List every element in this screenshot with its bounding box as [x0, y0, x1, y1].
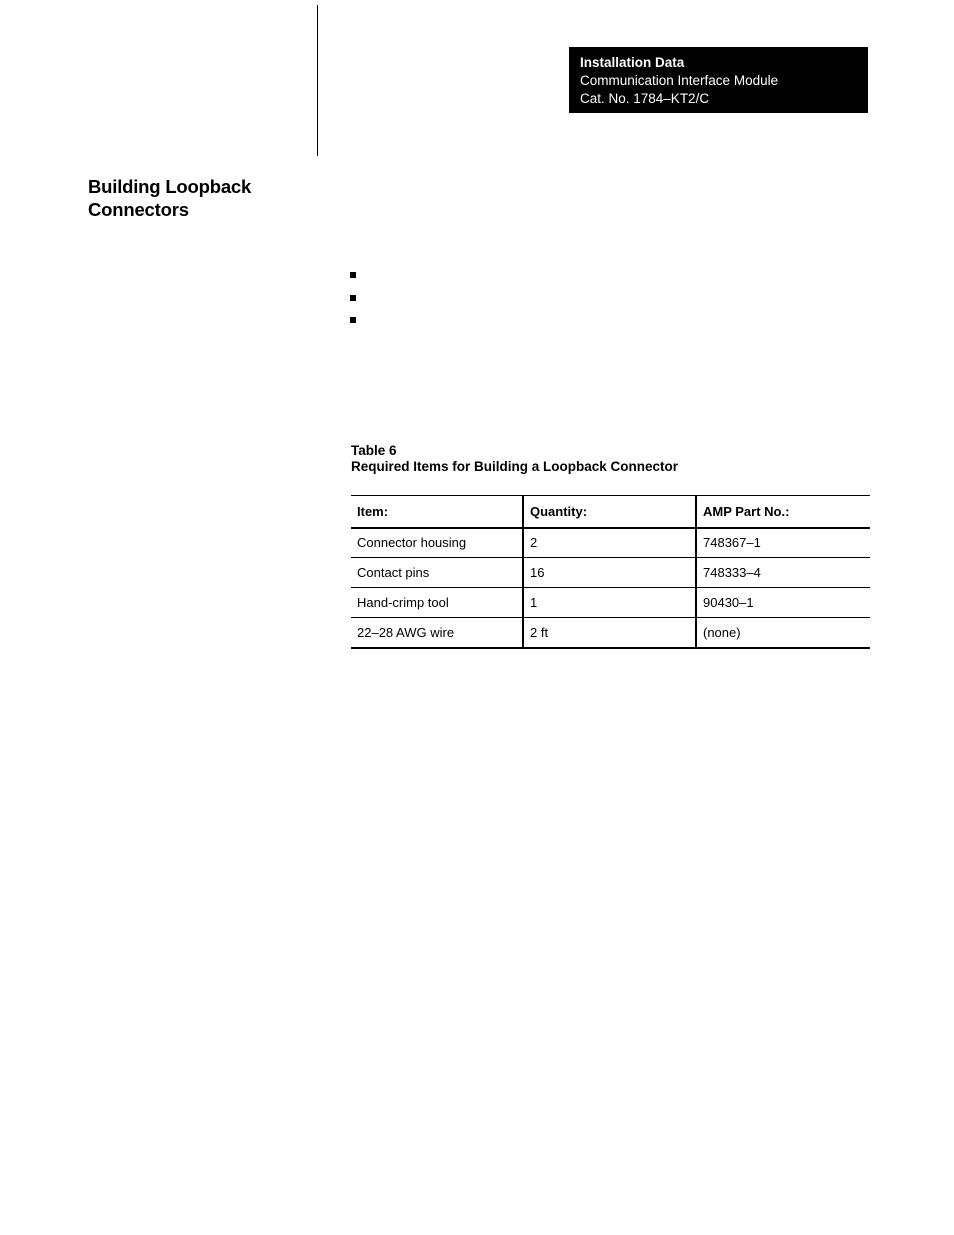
cell-quantity: 16	[523, 558, 696, 588]
cell-quantity: 1	[523, 588, 696, 618]
table-header-row	[351, 496, 870, 528]
document-header-box	[569, 47, 868, 113]
header-catalog-number: Cat. No. 1784–KT2/C	[580, 91, 710, 106]
table-row	[351, 528, 870, 558]
cell-quantity: 2 ft	[523, 618, 696, 648]
cell-item: Contact pins	[351, 558, 523, 588]
required-items-table	[351, 495, 870, 649]
cell-item: 22–28 AWG wire	[351, 618, 523, 648]
table-row	[351, 588, 870, 618]
column-header-quantity: Quantity:	[523, 496, 696, 528]
square-bullet-icon	[350, 272, 356, 278]
cell-quantity: 2	[523, 528, 696, 558]
header-subtitle: Communication Interface Module	[580, 73, 779, 88]
cell-part-number: (none)	[696, 618, 870, 648]
header-title: Installation Data	[580, 55, 685, 70]
section-title-line-2: Connectors	[88, 199, 189, 220]
table-row	[351, 618, 870, 648]
table-caption-number: Table 6	[351, 443, 397, 458]
margin-vertical-rule	[317, 5, 318, 156]
section-title	[88, 175, 251, 221]
square-bullet-icon	[350, 317, 356, 323]
cell-part-number: 748333–4	[696, 558, 870, 588]
table-caption	[351, 443, 678, 475]
cell-item: Hand-crimp tool	[351, 588, 523, 618]
column-header-part-number: AMP Part No.:	[696, 496, 870, 528]
column-header-item: Item:	[351, 496, 523, 528]
table-caption-title: Required Items for Building a Loopback Connector	[351, 459, 679, 474]
cell-part-number: 748367–1	[696, 528, 870, 558]
cell-item: Connector housing	[351, 528, 523, 558]
square-bullet-icon	[350, 295, 356, 301]
section-title-line-1: Building Loopback	[88, 176, 252, 197]
cell-part-number: 90430–1	[696, 588, 870, 618]
table-row	[351, 558, 870, 588]
